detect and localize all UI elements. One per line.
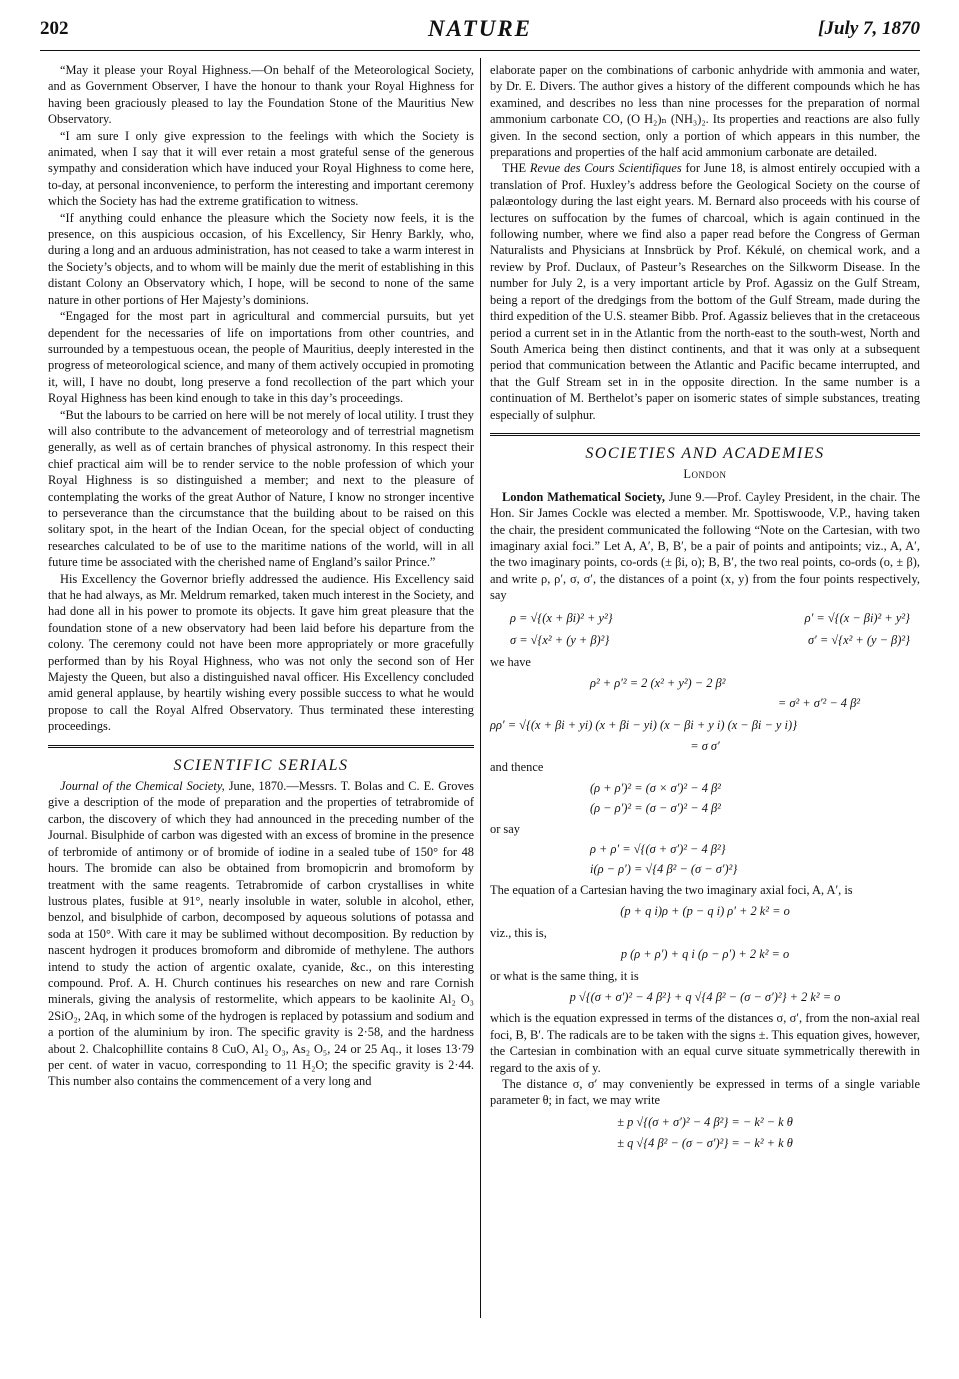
revue-title: Revue des Cours Scientifiques	[529, 161, 682, 176]
serials-paragraph	[48, 778, 474, 1090]
address-paragraph-1: “May it please your Royal Highness.—On behalf of the Meteorological Society, and as Government Observer, I have the honour to thank your Royal Highness for having been graciously pleased to lay the Foundation Stone of the Mauritius New Observatory.	[48, 63, 474, 127]
issue-date: [July 7, 1870	[818, 18, 920, 39]
equation: (p + q i)ρ + (p − q i) ρ′ + 2 k² = o	[620, 904, 790, 919]
text-and-thence: and thence	[490, 760, 544, 775]
left-column	[48, 62, 474, 1090]
text-viz: viz., this is,	[490, 925, 547, 940]
equation: σ′ = √{x² + (y − β)²}	[807, 633, 910, 647]
equation: ρ′ = √{(x − βi)² + y²}	[804, 610, 910, 625]
equation: ρ = √{(x + βi)² + y²}	[510, 610, 613, 625]
lms-name: London Mathematical Society,	[502, 489, 665, 504]
equation: ± q √{4 β² − (σ − σ′)²} = − k² + k θ	[617, 1136, 793, 1151]
journal-title: NATURE	[427, 16, 533, 41]
revue-text: for June 18, is almost entirely occupied with a translation of Prof. Huxley’s address before the Geological Society on the course of palæontology during the last eight years. M. Bernard also proceeds with his course of lectures on suffocation by the fumes of charcoal, which is again continued in the following number, where we find also a paper read before the Congress of German Naturalists and Physicians at Innsbrück by Prof. Kékulé, on chemical work, and a review by Prof. Duclaux, of Pasteur’s Researches on the Silkworm Disease. In the number for July 2, is a very important article by Prof. Agassiz on the Gulf Stream, being a report of the dredgings from the bottom of the Gulf Stream, made during the third expedition of the U.S. steamer Bibb. Prof. Agassiz believes that in the cretaceous period a current set in in the Atlantic from the north-east to the south-west, North and South America being then distinct continents, and that it was only at a subsequent period that communication between the Atlantic and Pacific became interrupted, and that the Gulf Stream set in in the opposite direction. In the same number is a continuation of M. Berthelot’s paper on isomeric states of simple substances, treating especially of sulphur.	[490, 161, 920, 422]
serials-text: June, 1870.—Messrs. T. Bolas and C. E. Groves give a description of the mode of preparation and the properties of tetrabromide of carbon, the discovery of which they had announced in the preceding number of the Journal. Bisulphide of carbon was digested with an excess of bromine in the presence of terbromide of antimony or of bromide of iodine in a sealed tube of 150° for 48 hours. The bromide can also be obtained from bromopicrin and bromoform by treatment with the same reagents. Tetrabromide of carbon crystallises in white lustrous plates, fusible at 91°, nearly insoluble in water, soluble in alcohol, ether, benzol, and bisulphide of carbon, decomposed by aqueous solutions of potassa and soda at 150°. With care it may be sublimed without decomposition. By reduction by nascent hydrogen it produces bromoform and dibromide of methylene. The authors intend to study the action of argentic oxalate, cyanide, &c., on this interesting compound. Prof. A. H. Church continues his researches on new and rare Cornish minerals, giving the analysis of restormelite, which appears to be kaolinite Al₂ O₃ 2SiO₂, 2Aq, in which some of the hydrogen is replaced by potassium and sodium and a portion of the aluminium by iron. The specific gravity is 2·58, and the hardness about 2. Chalcophillite contains 8 CuO, Al₂ O₃, As₂ O₅, 24 or 25 Aq., it loses 13·79 per cent. of water in vacuo, corresponding to 11 H₂O; the specific gravity is 2·44. This number also contains the commencement of a very long and	[48, 779, 474, 1089]
equation: i(ρ − ρ′) = √{4 β² − (σ − σ′)²}	[590, 862, 738, 877]
lms-paragraph	[490, 489, 920, 604]
subsection-london: London	[683, 467, 727, 482]
equation: ρ + ρ′ = √{(σ + σ′)² − 4 β²}	[590, 842, 726, 857]
equation: = σ² + σ′² − 4 β²	[777, 696, 860, 711]
equation-row-1	[490, 610, 920, 626]
equation: ρ² + ρ′² = 2 (x² + y²) − 2 β²	[590, 675, 726, 690]
equation: ρρ′ = √{(x + βi + yi) (x + βi − yi) (x − βi + y i) (x − βi − y i)}	[490, 717, 798, 732]
section-title-societies: SOCIETIES AND ACADEMIES	[585, 444, 825, 462]
text-same-thing: or what is the same thing, it is	[490, 968, 639, 983]
section-rule	[48, 745, 474, 748]
page-header	[40, 18, 920, 48]
address-paragraph-3: “If anything could enhance the pleasure which the Society now feels, it is the presence, on this auspicious occasion, of his Excellency, Sir Henry Barkly, who, during a long and an arduous administration, has not ceased to take a warm interest in the Society’s objects, and to whom will be mainly due the merit of establishing in this distant Colony an Observatory which, I hope, will be second to none of the same nature in other portions of Her Majesty’s dominions.	[48, 210, 474, 307]
equation: = σ σ′	[690, 739, 720, 754]
cartesian-paragraph: The equation of a Cartesian having the two imaginary axial foci, A, A′, is	[490, 882, 853, 897]
equation: (ρ − ρ′)² = (σ − σ′)² − 4 β²	[590, 801, 721, 816]
continued-paragraph: elaborate paper on the combinations of carbonic anhydride with ammonia and water, by Dr. E. Divers. The author gives a history of the different compounds which he has examined, and describes no less than nine processes for the preparation of normal ammonium carbonate CO, (O H₂)ₙ (NH₃)₂. Its properties and reactions are also fully given. In the second section, only a portion of which appears in this number, the preparations and properties of the half acid ammonium carbonate are detailed.	[490, 63, 920, 160]
column-divider	[480, 58, 481, 1318]
text-or-say: or say	[490, 821, 520, 836]
address-paragraph-2: “I am sure I only give expression to the feelings with which the Society is animated, when I say that it will ever retain a most grateful sense of the generous sympathy and consideration which have induced your Royal Highness to come here, to-day, at personal inconvenience, to perform the interesting and important ceremony which the Society has had the extreme gratification to witness.	[48, 128, 474, 209]
section-title-serials: SCIENTIFIC SERIALS	[173, 756, 349, 774]
revue-lead: THE	[502, 161, 530, 176]
governor-paragraph: His Excellency the Governor briefly addressed the audience. His Excellency said that he had always, as Mr. Meldrum remarked, taken much interest in the Society, and had done all in his power to promote its objects. It gave him great pleasure that the foundation stone of a new observatory had been laid before his departure from the colony. The ceremony could not have been more appropriately or more gracefully performed than by his Royal Highness, who was not only the second son of Her Majesty the Queen, but also a distinguished naval officer. His Excellency concluded amid general applause, by heartily wishing every possible success to what he would propose to call the Royal Alfred Observatory. Thus terminated these interesting proceedings.	[48, 571, 474, 734]
lms-text: June 9.—Prof. Cayley President, in the chair. The Hon. Sir James Cockle was elected a member. Mr. Spottiswoode, V.P., having taken the chair, the president communicated the following “Note on the Cartesian, with two imaginary axial foci.” Let A, A′, B, B′, be a pair of points and antipoints; viz., A, A′, the two imaginary points, co-ords (± βi, o); B, B′, the two real points, co-ords (o, ± β), and write ρ, ρ′, σ, σ′, the distances of a point (x, y) from the four points respectively, say	[490, 489, 920, 603]
equation-row-2	[490, 632, 920, 648]
equation: σ = √{x² + (y + β)²}	[510, 633, 610, 647]
text-we-have: we have	[490, 655, 531, 670]
page-number: 202	[40, 18, 69, 39]
equation: ± p √{(σ + σ′)² − 4 β²} = − k² − k θ	[617, 1114, 793, 1129]
equation: p √{(σ + σ′)² − 4 β²} + q √{4 β² − (σ − σ′)²} + 2 k² = o	[569, 989, 841, 1004]
distance-paragraph: The distance σ, σ′ may conveniently be expressed in terms of a single variable parameter θ; in fact, we may write	[490, 1076, 920, 1108]
serials-journal: Journal of the Chemical Society,	[60, 779, 225, 794]
address-paragraph-4: “Engaged for the most part in agricultural and commercial pursuits, but yet dependent for the necessaries of life on importations from other countries, and surrounded by a tempestuous ocean, the people of Mauritius, deeply interested in the progress of meteorological science, and many of them actively occupied in promoting it, will, I have no doubt, long preserve a fond recollection of the part which your Royal Highness has been kind enough to take in this day’s proceedings.	[48, 309, 474, 406]
header-rule	[40, 50, 920, 51]
section-rule	[490, 433, 920, 436]
equation: (ρ + ρ′)² = (σ × σ′)² − 4 β²	[590, 780, 721, 795]
revue-paragraph	[490, 160, 920, 423]
equation: p (ρ + ρ′) + q i (ρ − ρ′) + 2 k² = o	[620, 947, 790, 962]
address-paragraph-5: “But the labours to be carried on here will be not merely of local utility. I trust they will also contribute to the advancement of meteorology and of terrestrial magnetism generally, as well as of certain branches of physical astronomy. In this respect their chief practical aim will be to render service to the noble profession of which your Royal Highness is so distinguished a member; and next to the pleasure of contemplating the works of the great Author of Nature, I know no stronger incentive to perseverance than the circumstance that the building about to be raised on this solitary spot, in the heart of the Indian Ocean, for the special object of conducting researches calculated to be of use to the maritime nations of the world, will in all future time be associated with the cherished name of England’s sailor Prince.”	[48, 407, 474, 570]
which-paragraph: which is the equation expressed in terms of the distances σ, σ′, from the non-axial real foci, B, B′. The radicals are to be taken with the signs ±. This equation gives, however, the Cartesian in combination with an equal curve situate symmetrically therewith in regard to the axis of y.	[490, 1011, 920, 1075]
right-column	[490, 62, 920, 1157]
